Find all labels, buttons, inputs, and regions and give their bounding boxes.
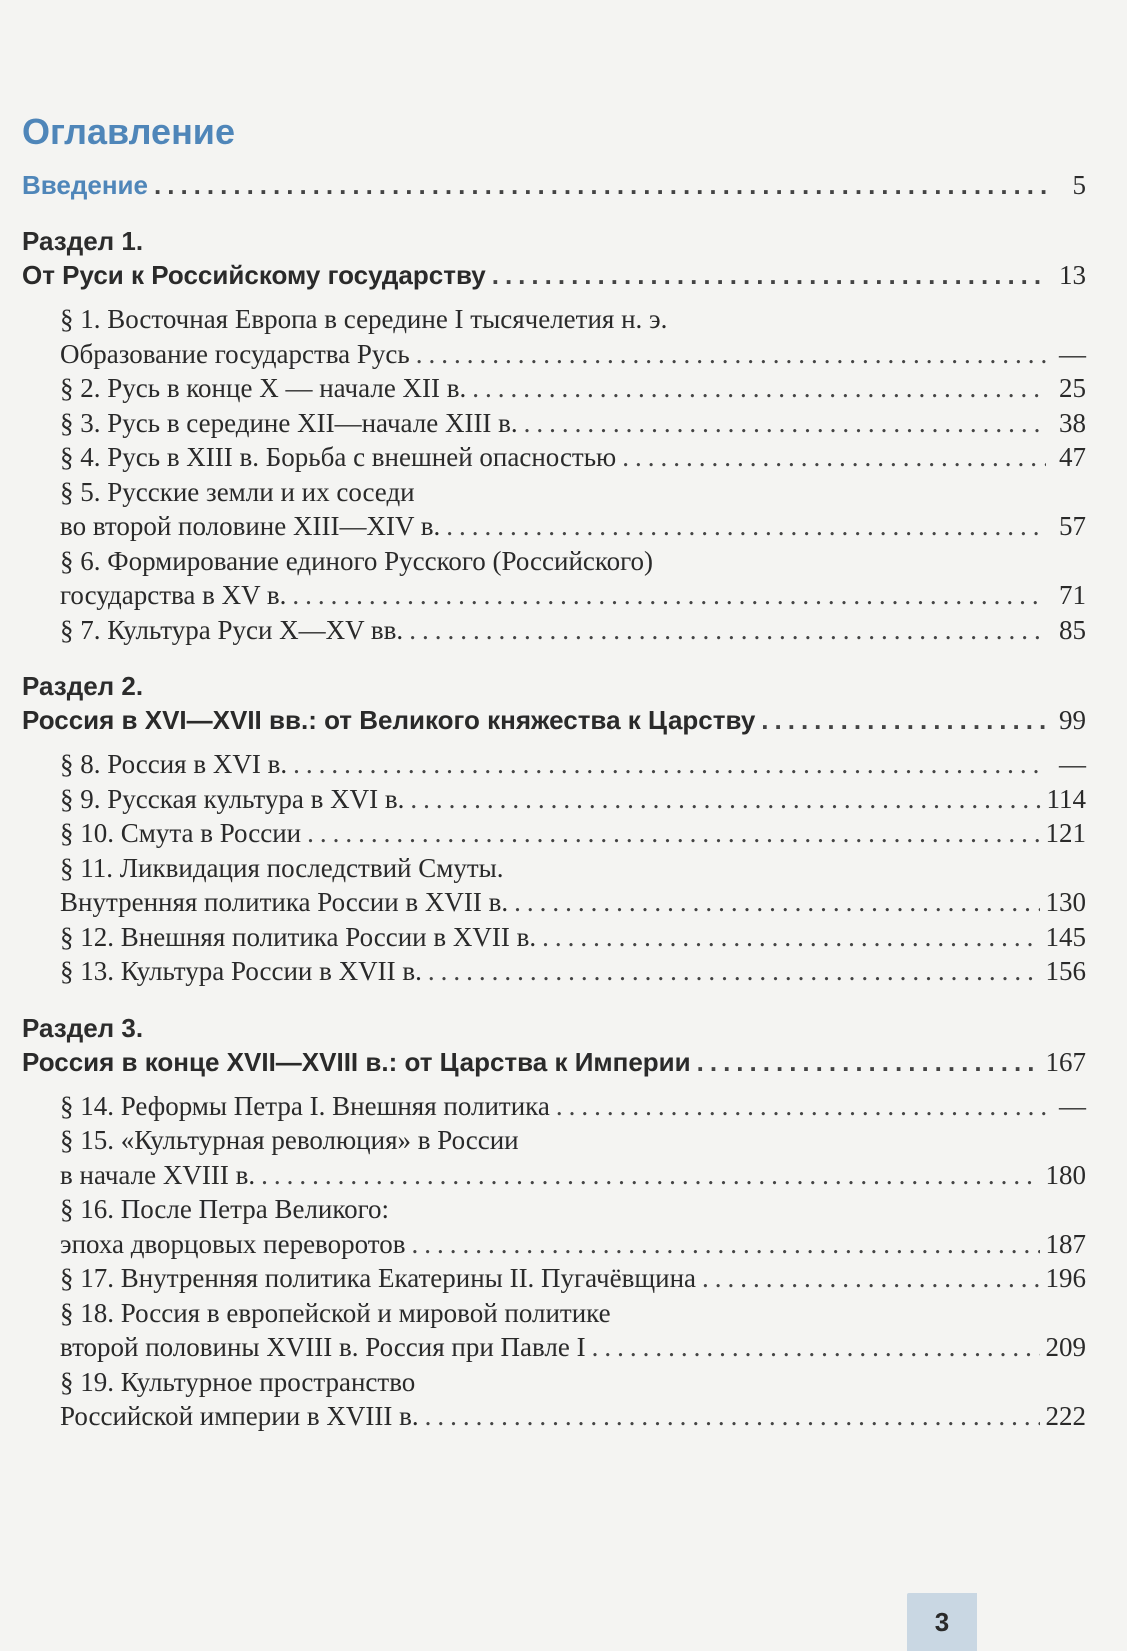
entry-line: во второй половине XIII—XIV в. bbox=[60, 511, 441, 541]
section-title: Россия в XVI—XVII вв.: от Великого княжества к Царству bbox=[22, 705, 756, 735]
leader-dots bbox=[410, 782, 1040, 817]
leader-dots bbox=[514, 885, 1039, 920]
toc-entry[interactable] bbox=[60, 440, 1086, 475]
toc-entry[interactable] bbox=[60, 920, 1086, 955]
entry-page: — bbox=[1059, 1090, 1086, 1121]
entry-line: эпоха дворцовых переворотов bbox=[60, 1228, 406, 1259]
entry-last-line bbox=[60, 920, 1086, 955]
leader-dots bbox=[702, 1261, 1039, 1296]
section-title-row[interactable] bbox=[22, 258, 1086, 292]
entry-line: § 19. Культурное пространство bbox=[60, 1366, 416, 1397]
toc-entry[interactable] bbox=[60, 1123, 1086, 1192]
entry-last-line bbox=[60, 1158, 1086, 1193]
leader-dots bbox=[428, 954, 1040, 989]
toc-entry[interactable] bbox=[60, 1089, 1086, 1124]
section-page: 13 bbox=[1059, 260, 1086, 290]
leader-dots bbox=[524, 406, 1046, 441]
entry-last-line bbox=[60, 1227, 1086, 1262]
toc-entry[interactable] bbox=[60, 475, 1086, 544]
entry-last-line bbox=[60, 1330, 1086, 1365]
entry-page: 57 bbox=[1059, 511, 1086, 541]
entry-page: 222 bbox=[1045, 1401, 1086, 1431]
toc-entry[interactable] bbox=[60, 747, 1086, 782]
entry-page: — bbox=[1059, 338, 1086, 369]
section-name: Раздел 1. bbox=[22, 226, 144, 256]
entry-last-line bbox=[60, 885, 1086, 920]
entry-line: § 15. «Культурная революция» в России bbox=[60, 1125, 519, 1155]
entry-line: в начале XVIII в. bbox=[60, 1159, 256, 1190]
toc-entry[interactable] bbox=[60, 371, 1086, 406]
toc-intro[interactable] bbox=[22, 168, 1086, 202]
entry-page: 47 bbox=[1059, 442, 1086, 472]
entry-last-line bbox=[60, 1089, 1086, 1124]
section-title-row[interactable] bbox=[22, 1045, 1086, 1079]
entry-page: 180 bbox=[1045, 1159, 1086, 1190]
entry-page: 209 bbox=[1045, 1332, 1086, 1362]
toc-entry[interactable] bbox=[60, 406, 1086, 441]
toc-entry[interactable] bbox=[60, 1296, 1086, 1365]
leader-dots bbox=[556, 1089, 1046, 1124]
leader-dots bbox=[472, 371, 1046, 406]
entry-line: государства в XV в. bbox=[60, 580, 287, 610]
section-title: Россия в конце XVII—XVIII в.: от Царства к Империи bbox=[22, 1046, 691, 1077]
entry-page: 145 bbox=[1045, 921, 1086, 952]
entry-line: § 9. Русская культура в XVI в. bbox=[60, 783, 405, 814]
entry-page: 196 bbox=[1045, 1263, 1086, 1293]
toc-entry[interactable] bbox=[60, 782, 1086, 817]
toc-entry[interactable] bbox=[60, 1261, 1086, 1296]
toc-entry[interactable] bbox=[60, 302, 1086, 371]
section-title-row[interactable] bbox=[22, 703, 1086, 737]
entry-last-line bbox=[60, 1399, 1086, 1434]
leader-dots bbox=[592, 1330, 1040, 1365]
page-number-badge: 3 bbox=[907, 1593, 977, 1651]
toc-section bbox=[22, 669, 1086, 989]
entry-last-line bbox=[60, 782, 1086, 817]
entry-line: § 8. Россия в XVI в. bbox=[60, 749, 288, 779]
entry-page: 187 bbox=[1045, 1228, 1086, 1259]
entry-page: — bbox=[1059, 749, 1086, 779]
section-name: Раздел 3. bbox=[22, 1012, 144, 1043]
toc-section bbox=[22, 1011, 1086, 1434]
entry-page: 121 bbox=[1045, 818, 1086, 848]
entry-line: § 10. Смута в России bbox=[60, 818, 302, 848]
entry-page: 114 bbox=[1046, 783, 1086, 814]
leader-dots bbox=[416, 337, 1046, 372]
toc-entry[interactable] bbox=[60, 816, 1086, 851]
entry-line: § 12. Внешняя политика России в XVII в. bbox=[60, 921, 537, 952]
toc-section bbox=[22, 224, 1086, 647]
entry-line: § 18. Россия в европейской и мировой политике bbox=[60, 1297, 611, 1328]
toc-entry[interactable] bbox=[60, 1192, 1086, 1261]
leader-dots bbox=[154, 168, 1046, 202]
entry-last-line bbox=[60, 337, 1086, 372]
entry-last-line bbox=[60, 1261, 1086, 1296]
entry-line: Внутренняя политика России в XVII в. bbox=[60, 887, 509, 917]
intro-page: 5 bbox=[1072, 170, 1086, 200]
entry-line: § 17. Внутренняя политика Екатерины II. Пугачёвщина bbox=[60, 1263, 697, 1293]
toc-entry[interactable] bbox=[60, 954, 1086, 989]
entry-last-line bbox=[60, 509, 1086, 544]
entry-line: § 11. Ликвидация последствий Смуты. bbox=[60, 852, 504, 883]
entry-line: Российской империи в XVIII в. bbox=[60, 1401, 419, 1431]
section-items bbox=[22, 1089, 1086, 1434]
entry-line: § 1. Восточная Европа в середине I тысячелетия н. э. bbox=[60, 304, 668, 334]
leader-dots bbox=[492, 258, 1046, 292]
toc-entry[interactable] bbox=[60, 1365, 1086, 1434]
entry-line: второй половины XVIII в. Россия при Павле I bbox=[60, 1332, 586, 1362]
section-items bbox=[22, 747, 1086, 989]
toc-entry[interactable] bbox=[60, 544, 1086, 613]
leader-dots bbox=[292, 578, 1046, 613]
entry-page: 85 bbox=[1059, 614, 1086, 645]
entry-last-line bbox=[60, 371, 1086, 406]
entry-line: § 2. Русь в конце X — начале XII в. bbox=[60, 373, 467, 403]
toc bbox=[22, 110, 1086, 1434]
entry-line: § 5. Русские земли и их соседи bbox=[60, 476, 415, 507]
leader-dots bbox=[622, 440, 1046, 475]
leader-dots bbox=[761, 703, 1046, 737]
leader-dots bbox=[542, 920, 1039, 955]
entry-line: § 4. Русь в XIII в. Борьба с внешней опасностью bbox=[60, 442, 617, 472]
toc-title: Оглавление bbox=[22, 111, 235, 152]
section-page: 167 bbox=[1045, 1046, 1086, 1077]
entry-last-line bbox=[60, 578, 1086, 613]
entry-line: § 3. Русь в середине XII—начале XIII в. bbox=[60, 407, 518, 438]
entry-line: § 7. Культура Руси X—XV вв. bbox=[60, 614, 404, 645]
leader-dots bbox=[697, 1045, 1040, 1079]
entry-page: 156 bbox=[1045, 956, 1086, 986]
entry-last-line bbox=[60, 816, 1086, 851]
leader-dots bbox=[446, 509, 1046, 544]
leader-dots bbox=[261, 1158, 1039, 1193]
entry-last-line bbox=[60, 406, 1086, 441]
section-name: Раздел 2. bbox=[22, 671, 144, 701]
toc-entry[interactable] bbox=[60, 851, 1086, 920]
section-items bbox=[22, 302, 1086, 647]
section-page: 99 bbox=[1059, 705, 1086, 735]
intro-label: Введение bbox=[22, 170, 148, 200]
entry-last-line bbox=[60, 954, 1086, 989]
entry-last-line bbox=[60, 440, 1086, 475]
leader-dots bbox=[409, 613, 1046, 648]
toc-entry[interactable] bbox=[60, 613, 1086, 648]
leader-dots bbox=[411, 1227, 1039, 1262]
entry-page: 130 bbox=[1045, 887, 1086, 917]
entry-page: 38 bbox=[1059, 407, 1086, 438]
leader-dots bbox=[307, 816, 1039, 851]
entry-line: § 6. Формирование единого Русского (Российского) bbox=[60, 545, 654, 576]
entry-line: § 14. Реформы Петра I. Внешняя политика bbox=[60, 1090, 550, 1121]
entry-line: § 13. Культура России в XVII в. bbox=[60, 956, 422, 986]
section-title: От Руси к Российскому государству bbox=[22, 260, 486, 290]
leader-dots bbox=[425, 1399, 1040, 1434]
entry-line: § 16. После Петра Великого: bbox=[60, 1194, 390, 1224]
toc-sections bbox=[22, 224, 1086, 1434]
entry-page: 71 bbox=[1059, 580, 1086, 610]
entry-last-line bbox=[60, 613, 1086, 648]
leader-dots bbox=[293, 747, 1046, 782]
entry-page: 25 bbox=[1059, 373, 1086, 403]
entry-last-line bbox=[60, 747, 1086, 782]
entry-line: Образование государства Русь bbox=[60, 338, 410, 369]
